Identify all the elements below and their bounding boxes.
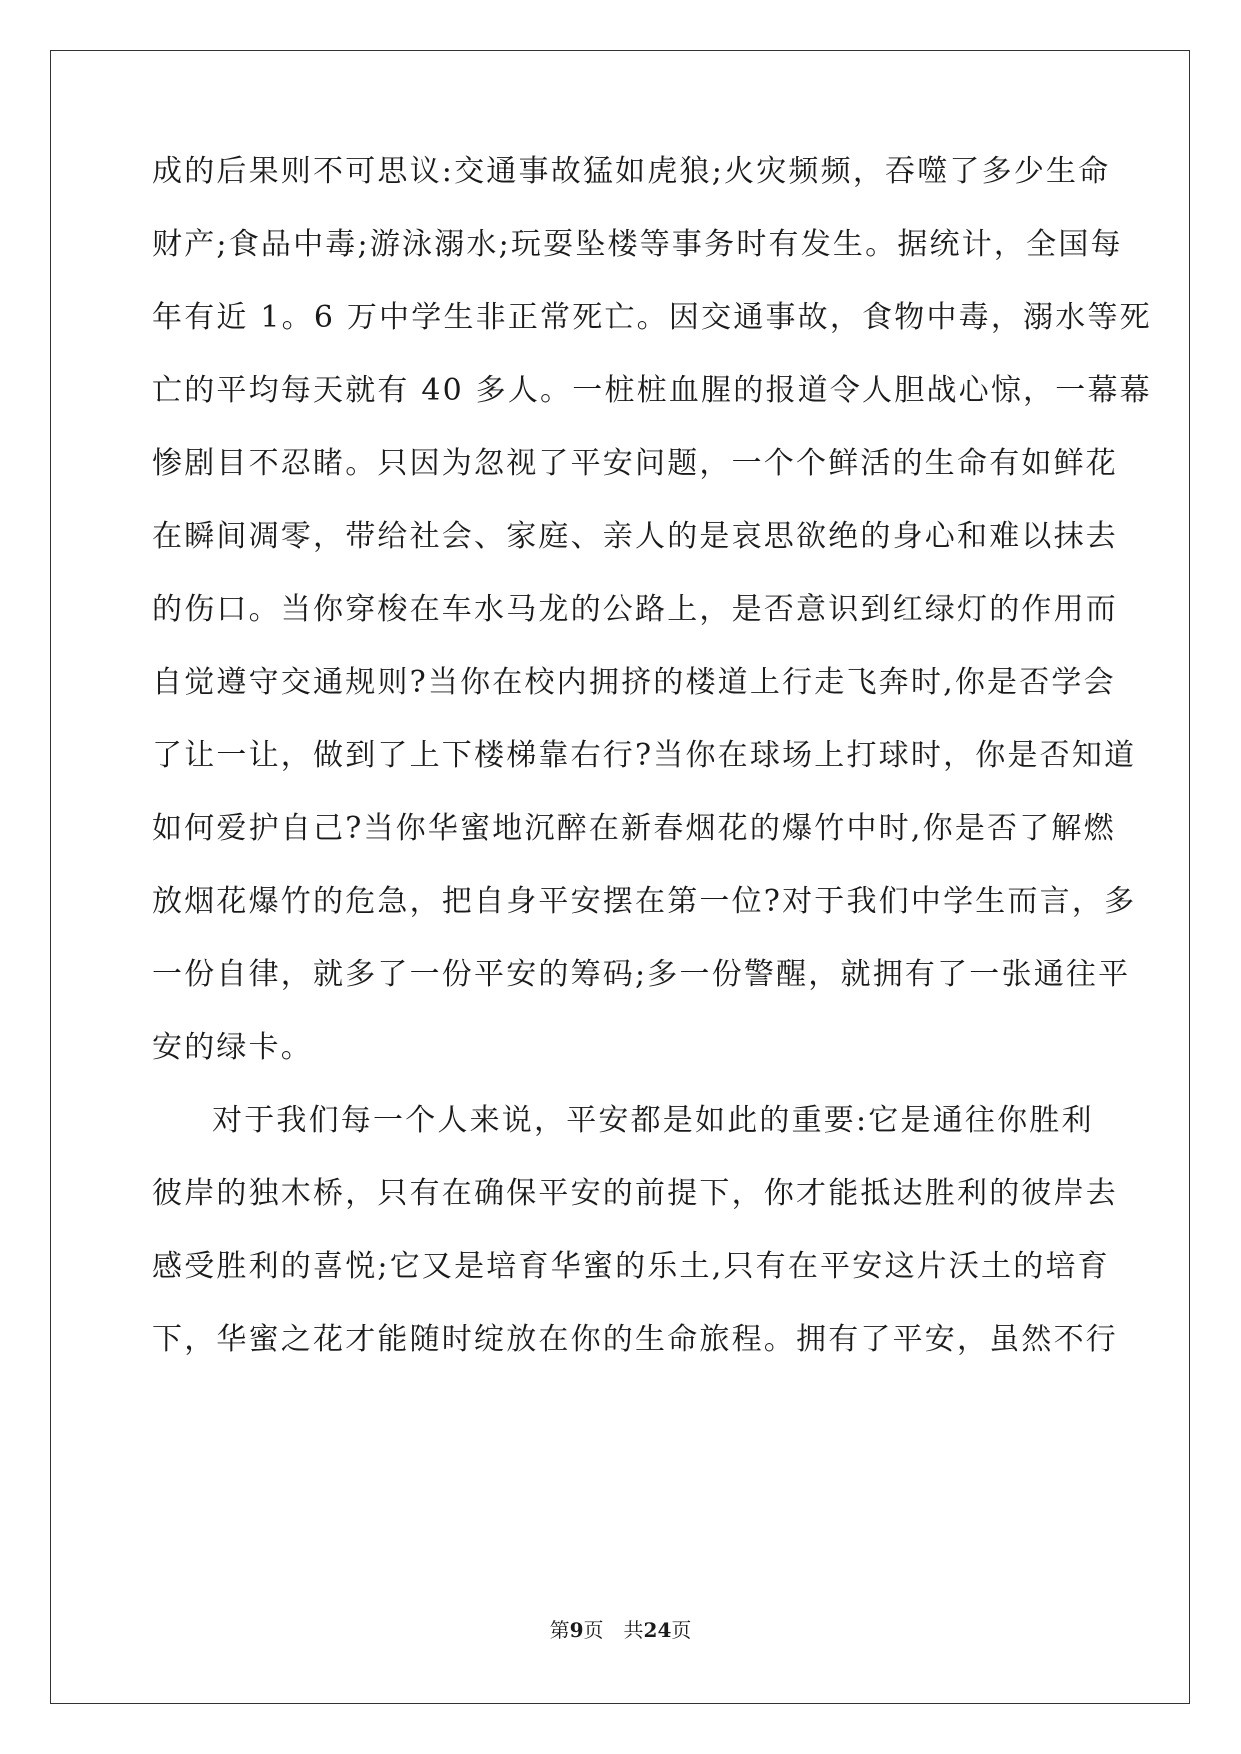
text-line: 如何爱护自己?当你华蜜地沉醉在新春烟花的爆竹中时,你是否了解燃 <box>152 811 1116 846</box>
text-line: 下，华蜜之花才能随时绽放在你的生命旅程。拥有了平安，虽然不行 <box>152 1322 1118 1357</box>
paragraph-first-line: 对于我们每一个人来说，平安都是如此的重要:它是通往你胜利 <box>212 1103 1094 1138</box>
text-line: 在瞬间凋零，带给社会、家庭、亲人的是哀思欲绝的身心和难以抹去 <box>152 519 1118 554</box>
text-line: 一份自律，就多了一份平安的筹码;多一份警醒，就拥有了一张通往平 <box>152 957 1131 992</box>
text-line: 成的后果则不可思议:交通事故猛如虎狼;火灾频频，吞噬了多少生命 <box>152 154 1111 189</box>
total-label-prefix: 共 <box>623 1618 644 1642</box>
page-number: 9 <box>569 1618 584 1642</box>
text-line: 财产;食品中毒;游泳溺水;玩耍坠楼等事务时有发生。据统计，全国每 <box>152 227 1123 262</box>
text-line: 了让一让，做到了上下楼梯靠右行?当你在球场上打球时，你是否知道 <box>152 738 1137 773</box>
text-line: 安的绿卡。 <box>152 1030 313 1065</box>
text-line: 放烟花爆竹的危急，把自身平安摆在第一位?对于我们中学生而言，多 <box>152 884 1137 919</box>
text-line: 感受胜利的喜悦;它又是培育华蜜的乐土,只有在平安这片沃土的培育 <box>152 1249 1110 1284</box>
text-line: 惨剧目不忍睹。只因为忽视了平安问题，一个个鲜活的生命有如鲜花 <box>152 446 1118 481</box>
text-line: 的伤口。当你穿梭在车水马龙的公路上，是否意识到红绿灯的作用而 <box>152 592 1118 627</box>
page-footer <box>0 1618 1241 1642</box>
text-line: 自觉遵守交通规则?当你在校内拥挤的楼道上行走飞奔时,你是否学会 <box>152 665 1116 700</box>
page-label-suffix: 页 <box>583 1618 604 1642</box>
text-line: 年有近 1。6 万中学生非正常死亡。因交通事故，食物中毒，溺水等死 <box>152 300 1152 335</box>
text-line: 亡的平均每天就有 40 多人。一桩桩血腥的报道令人胆战心惊，一幕幕 <box>152 373 1152 408</box>
page-label-prefix: 第 <box>549 1618 570 1642</box>
text-line: 彼岸的独木桥，只有在确保平安的前提下，你才能抵达胜利的彼岸去 <box>152 1176 1118 1211</box>
total-label-suffix: 页 <box>671 1618 692 1642</box>
total-pages: 24 <box>643 1618 672 1642</box>
